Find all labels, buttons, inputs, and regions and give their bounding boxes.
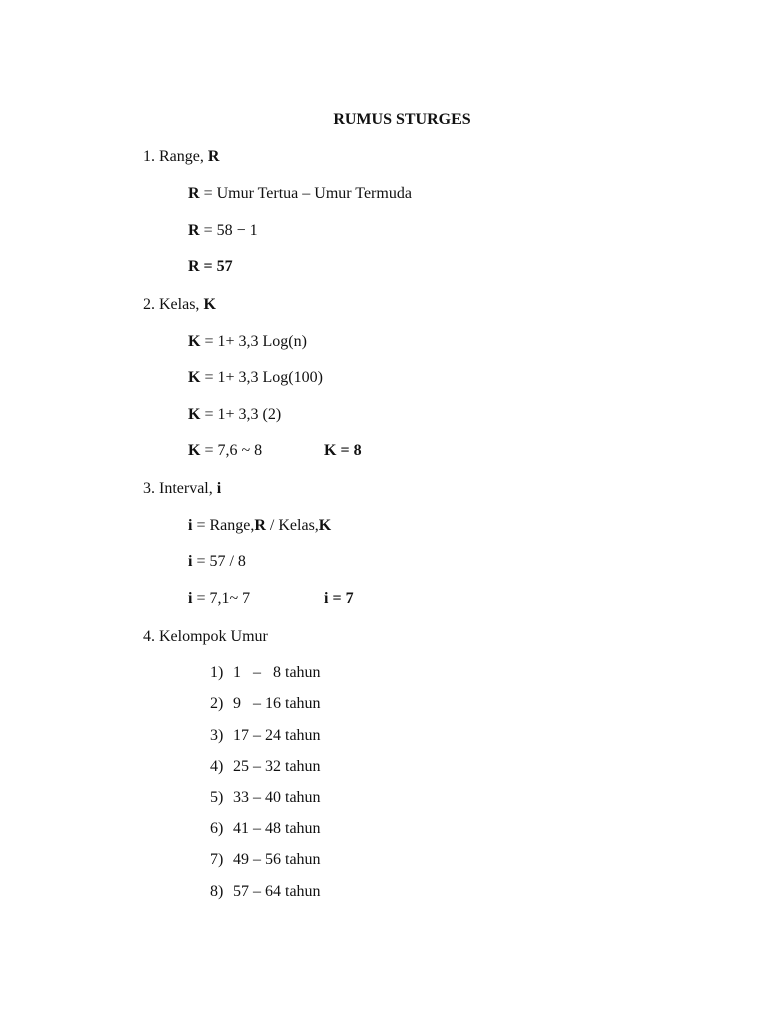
age-range: 9 – 16 tahun [233,695,321,712]
formula-text: = 1+ 3,3 Log(100) [200,369,323,386]
list-number: 7) [210,851,224,868]
kelas-result-line [188,441,362,461]
age-group-item [210,788,321,808]
kelompok-heading: 4. Kelompok Umur [143,628,268,645]
list-number: 6) [210,820,224,837]
formula-result: R = 57 [188,258,233,275]
document-title: RUMUS STURGES [333,111,471,128]
list-number: 2) [210,695,224,712]
interval-heading-label: 3. Interval, [143,480,213,497]
formula-text: = 1+ 3,3 (2) [200,406,282,423]
list-number: 1) [210,664,224,681]
range-calc-line [188,221,258,241]
kelas-formula-line [188,332,307,352]
formula-symbol: i [188,553,193,570]
formula-text: = Range, [192,517,255,534]
interval-formula-line [188,516,331,536]
age-group-item [210,694,321,714]
formula-symbol: i [188,517,193,534]
formula-symbol: i [188,590,193,607]
range-heading-label: 1. Range, [143,148,204,165]
kelas-substitution-line [188,368,323,388]
age-range: 25 – 32 tahun [233,758,321,775]
formula-symbol: K [188,442,201,459]
age-group-item [210,663,321,683]
range-formula-line [188,184,412,204]
formula-text: = 7,1~ 7 [192,590,251,607]
age-group-item [210,882,321,902]
age-range: 41 – 48 tahun [233,820,321,837]
formula-text: = Umur Tertua – Umur Termuda [199,185,412,202]
interval-heading [143,479,221,499]
list-number: 5) [210,789,224,806]
formula-symbol: K [188,333,201,350]
age-range: 17 – 24 tahun [233,727,321,744]
kelas-log-line [188,405,281,425]
interval-answer: i = 7 [324,590,354,607]
formula-symbol: R [188,185,200,202]
kelas-answer: K = 8 [324,442,362,459]
formula-text: / Kelas, [265,517,319,534]
formula-text: = 58 − 1 [199,222,258,239]
range-result-line [188,257,233,277]
list-number: 3) [210,727,224,744]
kelas-heading-symbol: K [203,296,216,313]
list-number: 4) [210,758,224,775]
formula-symbol: K [188,369,201,386]
age-range: 1 – 8 tahun [233,664,321,681]
formula-text: = 7,6 ~ 8 [200,442,263,459]
age-group-item [210,850,321,870]
age-group-item [210,726,321,746]
formula-symbol: K [318,517,332,534]
range-heading [143,147,219,167]
age-range: 49 – 56 tahun [233,851,321,868]
formula-text: = 1+ 3,3 Log(n) [200,333,307,350]
formula-symbol: R [188,222,200,239]
formula-symbol: R [254,517,266,534]
kelas-heading-label: 2. Kelas, [143,296,200,313]
range-heading-symbol: R [207,148,220,165]
interval-calc-line [188,552,246,572]
age-range: 57 – 64 tahun [233,883,321,900]
list-number: 8) [210,883,224,900]
age-group-item [210,819,321,839]
kelas-heading [143,295,216,315]
interval-result-line [188,589,354,609]
age-range: 33 – 40 tahun [233,789,321,806]
interval-heading-symbol: i [216,480,222,497]
formula-symbol: K [188,406,201,423]
formula-text: = 57 / 8 [192,553,246,570]
age-group-item [210,757,321,777]
